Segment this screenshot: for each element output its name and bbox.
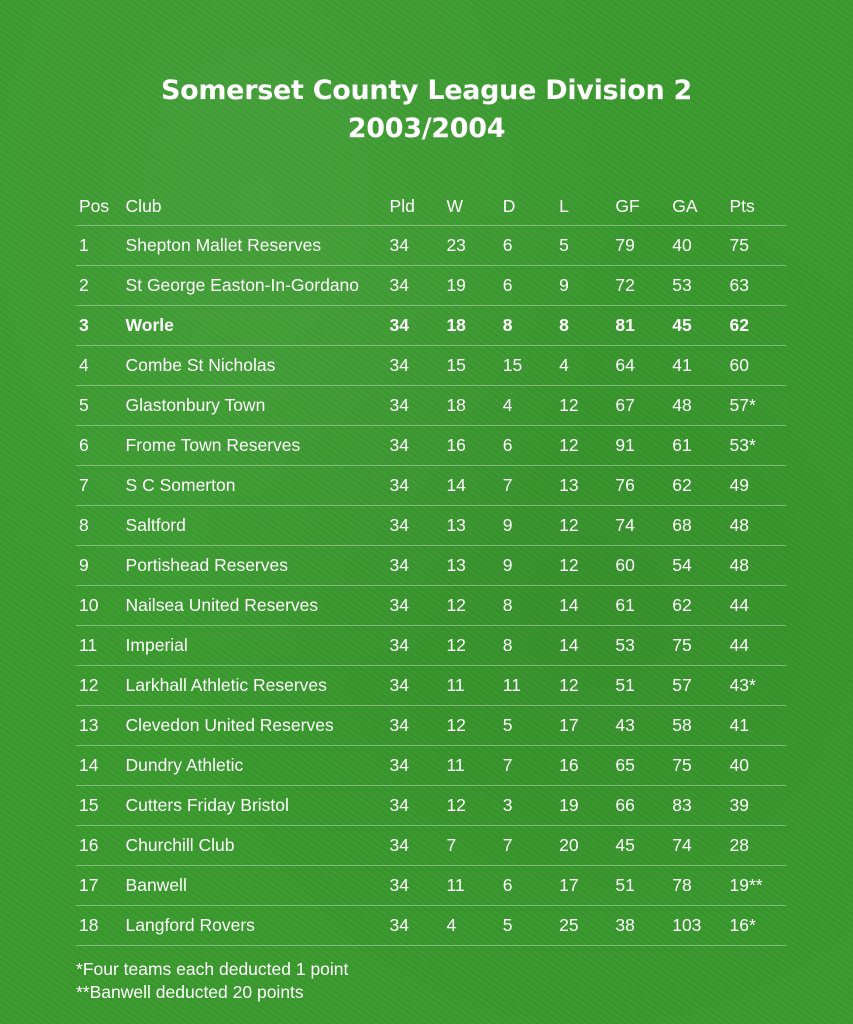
cell-w: 11 <box>443 866 499 906</box>
cell-w: 15 <box>443 346 499 386</box>
cell-club: Combe St Nicholas <box>123 346 387 386</box>
cell-pos: 13 <box>76 706 123 746</box>
cell-d: 4 <box>500 386 556 426</box>
cell-l: 9 <box>556 266 612 306</box>
cell-w: 14 <box>443 466 499 506</box>
cell-pld: 34 <box>387 586 444 626</box>
cell-d: 11 <box>500 666 556 706</box>
cell-pld: 34 <box>387 306 444 346</box>
cell-ga: 83 <box>669 786 726 826</box>
cell-w: 18 <box>443 306 499 346</box>
cell-pts: 49 <box>727 466 787 506</box>
cell-d: 3 <box>500 786 556 826</box>
cell-club: Dundry Athletic <box>123 746 387 786</box>
header-gf: GF <box>612 187 669 226</box>
cell-pos: 12 <box>76 666 123 706</box>
cell-club: Langford Rovers <box>123 906 387 946</box>
cell-club: Shepton Mallet Reserves <box>123 226 387 266</box>
header-w: W <box>443 187 499 226</box>
cell-gf: 91 <box>612 426 669 466</box>
cell-club: Glastonbury Town <box>123 386 387 426</box>
cell-pts: 57* <box>727 386 787 426</box>
cell-club: Worle <box>123 306 387 346</box>
cell-pos: 11 <box>76 626 123 666</box>
cell-gf: 74 <box>612 506 669 546</box>
cell-l: 13 <box>556 466 612 506</box>
table-row <box>76 666 786 706</box>
cell-d: 6 <box>500 226 556 266</box>
cell-l: 17 <box>556 706 612 746</box>
cell-club: Imperial <box>123 626 387 666</box>
cell-pld: 34 <box>387 786 444 826</box>
table-row <box>76 706 786 746</box>
cell-pts: 44 <box>727 586 787 626</box>
cell-w: 7 <box>443 826 499 866</box>
cell-l: 4 <box>556 346 612 386</box>
cell-pos: 6 <box>76 426 123 466</box>
cell-gf: 38 <box>612 906 669 946</box>
table-row <box>76 786 786 826</box>
cell-pld: 34 <box>387 546 444 586</box>
cell-ga: 54 <box>669 546 726 586</box>
cell-w: 12 <box>443 786 499 826</box>
cell-w: 19 <box>443 266 499 306</box>
cell-w: 12 <box>443 706 499 746</box>
cell-club: Larkhall Athletic Reserves <box>123 666 387 706</box>
header-club: Club <box>123 187 387 226</box>
table-row <box>76 626 786 666</box>
cell-pld: 34 <box>387 906 444 946</box>
cell-l: 19 <box>556 786 612 826</box>
table-row <box>76 746 786 786</box>
cell-pos: 8 <box>76 506 123 546</box>
page-title <box>0 72 853 148</box>
header-ga: GA <box>669 187 726 226</box>
cell-w: 13 <box>443 506 499 546</box>
cell-ga: 74 <box>669 826 726 866</box>
cell-ga: 68 <box>669 506 726 546</box>
cell-w: 12 <box>443 586 499 626</box>
table-row <box>76 226 786 266</box>
cell-gf: 76 <box>612 466 669 506</box>
cell-pld: 34 <box>387 666 444 706</box>
cell-club: Clevedon United Reserves <box>123 706 387 746</box>
cell-ga: 75 <box>669 626 726 666</box>
table-row <box>76 506 786 546</box>
cell-d: 6 <box>500 266 556 306</box>
cell-gf: 79 <box>612 226 669 266</box>
cell-d: 7 <box>500 746 556 786</box>
cell-pld: 34 <box>387 386 444 426</box>
cell-l: 12 <box>556 666 612 706</box>
table-row <box>76 586 786 626</box>
cell-l: 25 <box>556 906 612 946</box>
cell-ga: 62 <box>669 466 726 506</box>
cell-l: 14 <box>556 626 612 666</box>
cell-pts: 62 <box>727 306 787 346</box>
cell-gf: 45 <box>612 826 669 866</box>
cell-club: Cutters Friday Bristol <box>123 786 387 826</box>
cell-club: Saltford <box>123 506 387 546</box>
header-pos: Pos <box>76 187 123 226</box>
cell-pts: 28 <box>727 826 787 866</box>
cell-l: 17 <box>556 866 612 906</box>
cell-w: 13 <box>443 546 499 586</box>
cell-l: 12 <box>556 426 612 466</box>
cell-d: 9 <box>500 546 556 586</box>
cell-gf: 65 <box>612 746 669 786</box>
cell-ga: 62 <box>669 586 726 626</box>
cell-pld: 34 <box>387 706 444 746</box>
cell-pld: 34 <box>387 506 444 546</box>
cell-l: 8 <box>556 306 612 346</box>
cell-d: 8 <box>500 586 556 626</box>
cell-club: Banwell <box>123 866 387 906</box>
cell-pos: 14 <box>76 746 123 786</box>
footnotes <box>76 958 348 1004</box>
cell-w: 12 <box>443 626 499 666</box>
cell-gf: 60 <box>612 546 669 586</box>
cell-pld: 34 <box>387 226 444 266</box>
cell-ga: 78 <box>669 866 726 906</box>
cell-pos: 7 <box>76 466 123 506</box>
cell-pld: 34 <box>387 466 444 506</box>
cell-d: 15 <box>500 346 556 386</box>
cell-d: 5 <box>500 706 556 746</box>
cell-ga: 41 <box>669 346 726 386</box>
cell-pts: 40 <box>727 746 787 786</box>
cell-pts: 16* <box>727 906 787 946</box>
table-row <box>76 426 786 466</box>
cell-pos: 2 <box>76 266 123 306</box>
table-row <box>76 826 786 866</box>
cell-pld: 34 <box>387 746 444 786</box>
cell-w: 18 <box>443 386 499 426</box>
cell-pts: 39 <box>727 786 787 826</box>
league-table <box>76 187 786 946</box>
header-l: L <box>556 187 612 226</box>
cell-ga: 61 <box>669 426 726 466</box>
cell-gf: 43 <box>612 706 669 746</box>
table-row <box>76 466 786 506</box>
cell-w: 4 <box>443 906 499 946</box>
cell-pts: 19** <box>727 866 787 906</box>
cell-pld: 34 <box>387 426 444 466</box>
table-row <box>76 866 786 906</box>
cell-gf: 64 <box>612 346 669 386</box>
cell-ga: 57 <box>669 666 726 706</box>
cell-club: Portishead Reserves <box>123 546 387 586</box>
table-row <box>76 346 786 386</box>
cell-pos: 3 <box>76 306 123 346</box>
cell-gf: 81 <box>612 306 669 346</box>
table-body <box>76 226 786 946</box>
cell-d: 5 <box>500 906 556 946</box>
cell-d: 8 <box>500 306 556 346</box>
header-pts: Pts <box>727 187 787 226</box>
table-row <box>76 386 786 426</box>
cell-pld: 34 <box>387 626 444 666</box>
cell-pld: 34 <box>387 266 444 306</box>
cell-w: 11 <box>443 666 499 706</box>
cell-l: 12 <box>556 546 612 586</box>
cell-pos: 10 <box>76 586 123 626</box>
table-row <box>76 546 786 586</box>
cell-d: 9 <box>500 506 556 546</box>
cell-l: 12 <box>556 386 612 426</box>
cell-pos: 5 <box>76 386 123 426</box>
cell-pos: 1 <box>76 226 123 266</box>
cell-d: 7 <box>500 826 556 866</box>
table-row <box>76 906 786 946</box>
cell-ga: 58 <box>669 706 726 746</box>
cell-pld: 34 <box>387 826 444 866</box>
cell-gf: 53 <box>612 626 669 666</box>
cell-pts: 44 <box>727 626 787 666</box>
cell-l: 16 <box>556 746 612 786</box>
cell-ga: 48 <box>669 386 726 426</box>
cell-d: 8 <box>500 626 556 666</box>
cell-w: 16 <box>443 426 499 466</box>
cell-pts: 48 <box>727 546 787 586</box>
cell-pts: 41 <box>727 706 787 746</box>
header-d: D <box>500 187 556 226</box>
cell-club: St George Easton-In-Gordano <box>123 266 387 306</box>
cell-ga: 103 <box>669 906 726 946</box>
cell-pos: 17 <box>76 866 123 906</box>
cell-gf: 67 <box>612 386 669 426</box>
cell-pts: 53* <box>727 426 787 466</box>
title-line-1: Somerset County League Division 2 <box>160 75 693 106</box>
cell-pts: 60 <box>727 346 787 386</box>
cell-club: Nailsea United Reserves <box>123 586 387 626</box>
cell-gf: 72 <box>612 266 669 306</box>
cell-pos: 9 <box>76 546 123 586</box>
cell-d: 6 <box>500 866 556 906</box>
table-row <box>76 266 786 306</box>
footnote-banwell: **Banwell deducted 20 points <box>76 982 304 1002</box>
cell-l: 5 <box>556 226 612 266</box>
cell-pos: 16 <box>76 826 123 866</box>
cell-pos: 15 <box>76 786 123 826</box>
cell-gf: 66 <box>612 786 669 826</box>
cell-club: S C Somerton <box>123 466 387 506</box>
cell-pld: 34 <box>387 866 444 906</box>
cell-pts: 63 <box>727 266 787 306</box>
cell-pos: 18 <box>76 906 123 946</box>
footnote-deductions: *Four teams each deducted 1 point <box>76 959 349 979</box>
cell-w: 11 <box>443 746 499 786</box>
title-line-2: 2003/2004 <box>347 113 506 144</box>
cell-gf: 51 <box>612 666 669 706</box>
cell-l: 12 <box>556 506 612 546</box>
cell-ga: 45 <box>669 306 726 346</box>
cell-gf: 51 <box>612 866 669 906</box>
table-row <box>76 306 786 346</box>
cell-ga: 75 <box>669 746 726 786</box>
cell-d: 7 <box>500 466 556 506</box>
cell-pld: 34 <box>387 346 444 386</box>
cell-l: 20 <box>556 826 612 866</box>
cell-pts: 48 <box>727 506 787 546</box>
cell-pts: 75 <box>727 226 787 266</box>
cell-d: 6 <box>500 426 556 466</box>
cell-l: 14 <box>556 586 612 626</box>
header-row <box>76 187 786 226</box>
cell-w: 23 <box>443 226 499 266</box>
header-pld: Pld <box>387 187 444 226</box>
cell-pos: 4 <box>76 346 123 386</box>
cell-ga: 53 <box>669 266 726 306</box>
cell-club: Churchill Club <box>123 826 387 866</box>
cell-ga: 40 <box>669 226 726 266</box>
cell-gf: 61 <box>612 586 669 626</box>
cell-pts: 43* <box>727 666 787 706</box>
cell-club: Frome Town Reserves <box>123 426 387 466</box>
